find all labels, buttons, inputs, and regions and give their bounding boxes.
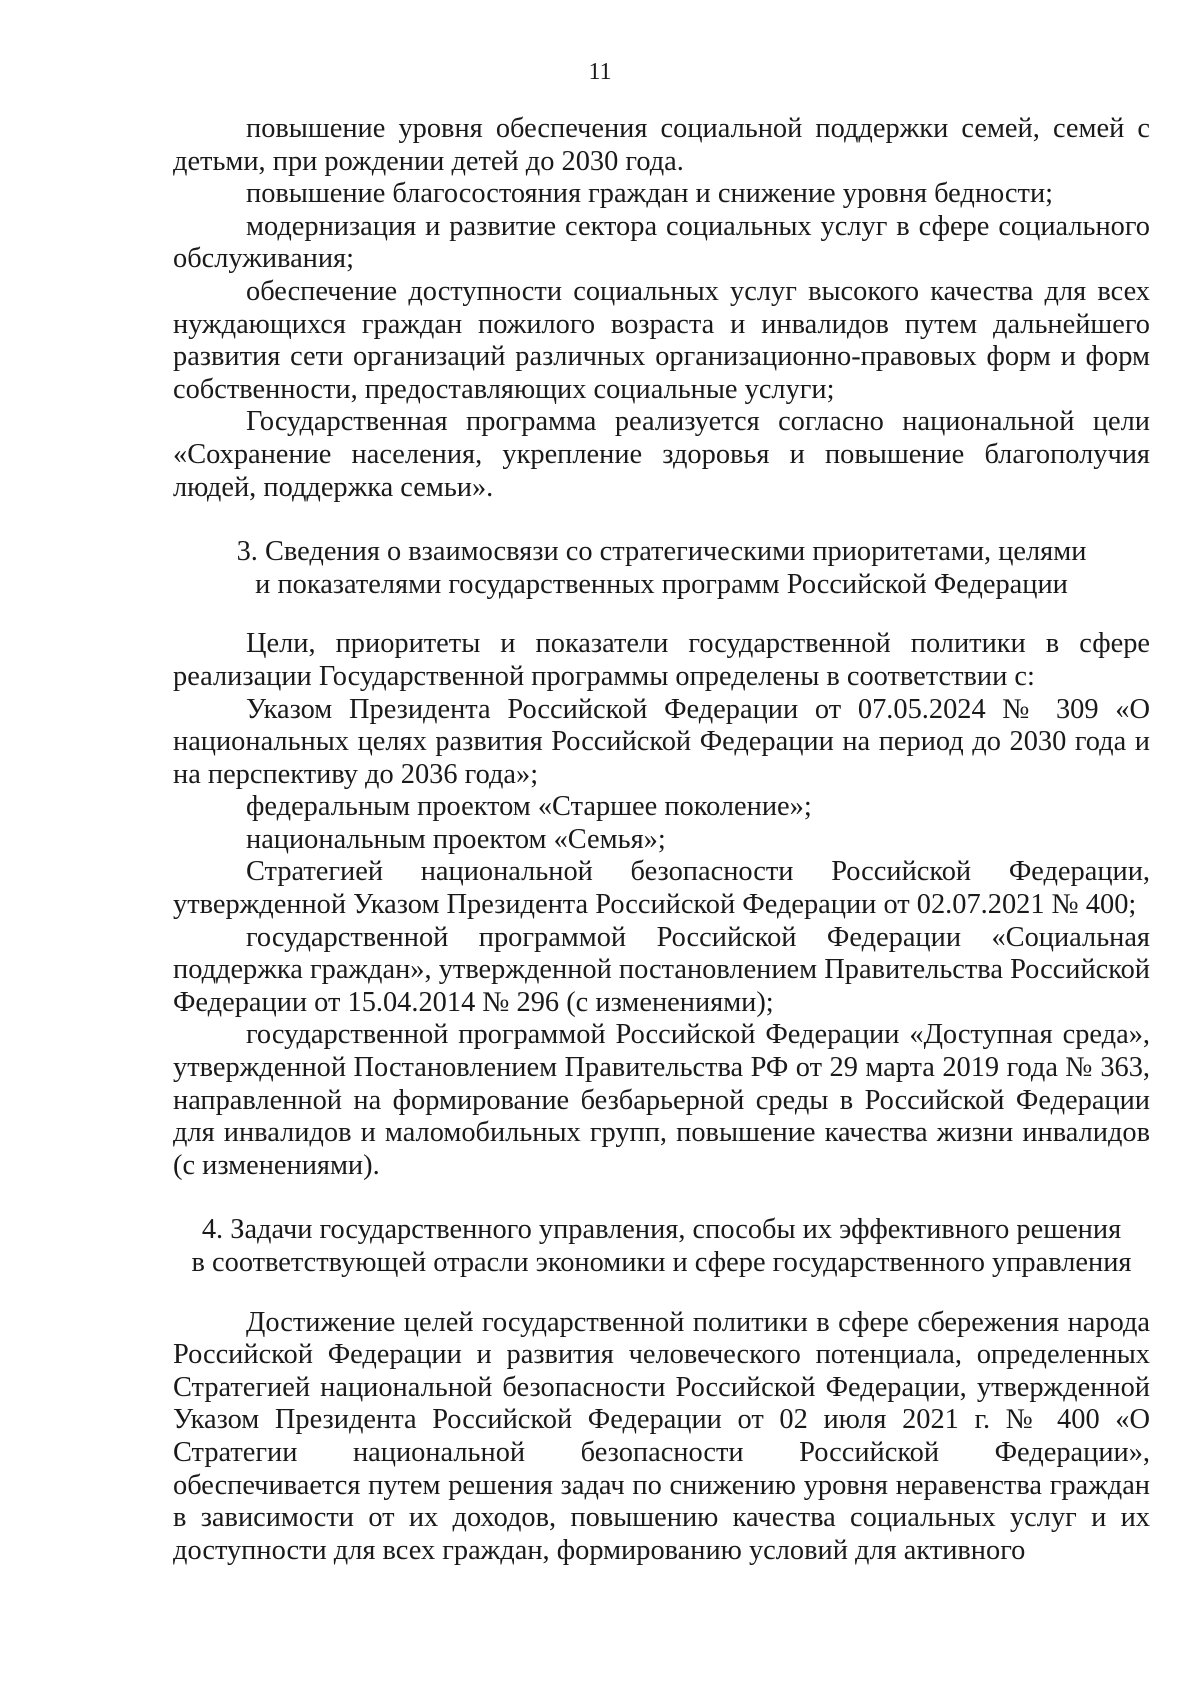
intro-paragraph: повышение уровня обеспечения социальной поддержки семей, семей с детьми, при рождении детей до 2030 года. <box>173 113 1150 177</box>
section-3-paragraph: Цели, приоритеты и показатели государственной политики в сфере реализации Государственной программы определены в соответствии с: <box>173 628 1150 692</box>
section-4-title-line-2: в соответствующей отрасли экономики и сфере государственного управления <box>191 1247 1132 1278</box>
intro-paragraph: Государственная программа реализуется согласно национальной цели «Сохранение населения, укрепление здоровья и повышение благополучия людей, поддержка семьи». <box>173 406 1150 503</box>
intro-paragraph: модернизация и развитие сектора социальных услуг в сфере социального обслуживания; <box>173 210 1150 275</box>
page-number: 11 <box>588 59 612 85</box>
section-4-title-line-1: 4. Задачи государственного управления, способы их эффективного решения <box>201 1214 1122 1246</box>
section-3-paragraph: государственной программой Российской Федерации «Социальная поддержка граждан», утвержденной постановлением Правительства Российской Федерации от 15.04.2014 № 296 (с изменениями); <box>173 921 1150 1018</box>
section-3-paragraph: государственной программой Российской Федерации «Доступная среда», утвержденной Постановлением Правительства РФ от 29 марта 2019 года № 363, направленной на формирование безбарьерной среды в Российской Федерации для инвалидов и маломобильных групп, повышение качества жизни инвалидов (с изменениями). <box>173 1019 1150 1181</box>
section-3-title-line-1: 3. Сведения о взаимосвязи со стратегическими приоритетами, целями <box>236 536 1087 568</box>
section-3-paragraph: Указом Президента Российской Федерации от 07.05.2024 № 309 «О национальных целях развития Российской Федерации на период до 2030 года и на перспективу до 2036 года»; <box>173 693 1150 790</box>
section-3-paragraph: федеральным проектом «Старшее поколение»; <box>246 791 812 823</box>
section-4-paragraph: Достижение целей государственной политики в сфере сбережения народа Российской Федерации и развития человеческого потенциала, определенных Стратегией национальной безопасности Российской Федерации, утвержденной Указом Президента Российской Федерации от 02 июля 2021 г. № 400 «О Стратегии национальной безопасности Российской Федерации», обеспечивается путем решения задач по снижению уровня неравенства граждан в зависимости от их доходов, повышению качества социальных услуг и их доступности для всех граждан, формированию условий для активного <box>173 1306 1150 1566</box>
section-3-paragraph: Стратегией национальной безопасности Российской Федерации, утвержденной Указом Президента Российской Федерации от 02.07.2021 № 400; <box>173 856 1150 921</box>
section-4-heading <box>173 1214 1150 1279</box>
section-3-title-line-2: и показателями государственных программ Российской Федерации <box>255 568 1068 600</box>
intro-paragraph: повышение благосостояния граждан и снижение уровня бедности; <box>246 178 1054 210</box>
document-body <box>173 113 1150 1567</box>
section-3-paragraph: национальным проектом «Семья»; <box>246 823 666 855</box>
intro-paragraph: обеспечение доступности социальных услуг высокого качества для всех нуждающихся граждан пожилого возраста и инвалидов путем дальнейшего развития сети организаций различных организационно-правовых форм и форм собственности, предоставляющих социальные услуги; <box>173 275 1150 405</box>
section-3-heading <box>173 536 1150 601</box>
section-4-body <box>173 1307 1150 1568</box>
section-3-body <box>173 628 1150 1182</box>
